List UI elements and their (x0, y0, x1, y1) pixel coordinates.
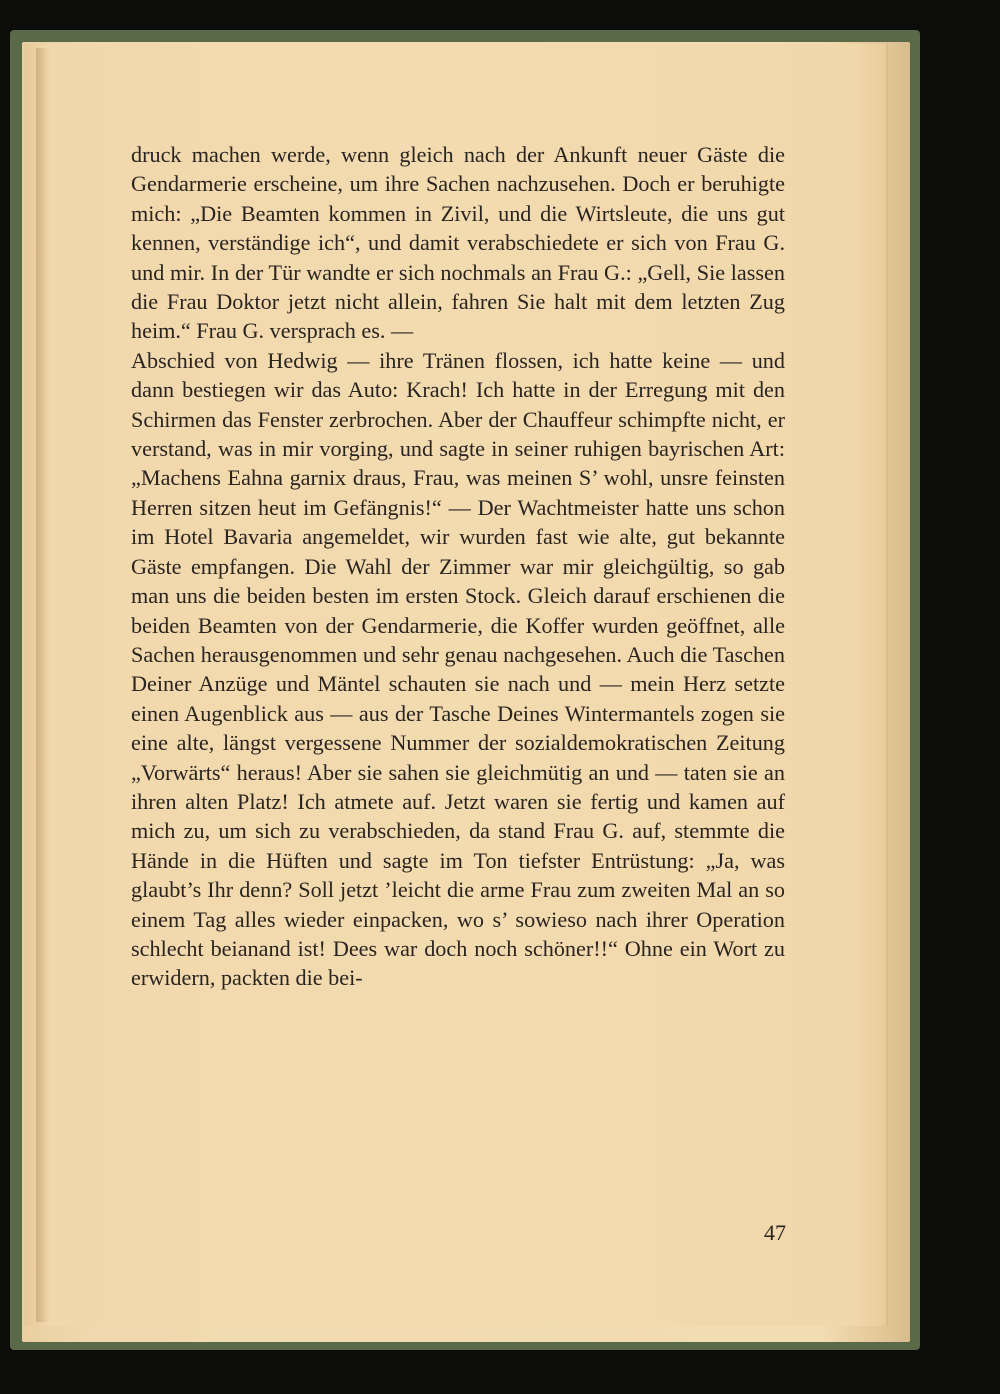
paragraph-1: druck machen werde, wenn gleich nach der Ankunft neuer Gäste die Gendarmerie erscheine, um ihre Sachen nachzusehen. Doch er beruhigte mich: „Die Beamten kommen in Zivil, und die Wirtsleute, die uns gut kennen, verständige ich“, und damit verabschiedete er sich von Frau G. und mir. In der Tür wandte er sich nochmals an Frau G.: „Gell, Sie lassen die Frau Doktor jetzt nicht allein, fahren Sie halt mit dem letzten Zug heim.“ Frau G. versprach es. — (131, 142, 785, 344)
body-text (131, 140, 785, 993)
page-gutter (36, 48, 50, 1322)
page-number: 47 (764, 1220, 786, 1245)
paragraph-2: Abschied von Hedwig — ihre Tränen flossen, ich hatte keine — und dann bestiegen wir das Auto: Krach! Ich hatte in der Erregung mit den Schirmen das Fenster zerbrochen. Aber der Chauffeur schimpfte nicht, er verstand, was in mir vorging, und sagte in seiner ruhigen bayrischen Art: „Machens Eahna garnix draus, Frau, was meinen S’ wohl, unsre feinsten Herren sitzen heut im Gefängnis!“ — Der Wachtmeister hatte uns schon im Hotel Bavaria angemeldet, wir wurden fast wie alte, gut bekannte Gäste empfangen. Die Wahl der Zimmer war mir gleichgültig, so gab man uns die beiden besten im ersten Stock. Gleich darauf erschienen die beiden Beamten von der Gendarmerie, die Koffer wurden geöffnet, alle Sachen herausgenommen und sehr genau nachgesehen. Auch die Taschen Deiner Anzüge und Mäntel schauten sie nach und — mein Herz setzte einen Augenblick aus — aus der Tasche Deines Wintermantels zogen sie eine alte, längst vergessene Nummer der sozialdemokratischen Zeitung „Vorwärts“ heraus! Aber sie sahen sie gleichmütig an und — taten sie an ihren alten Platz! Ich atmete auf. Jetzt waren sie fertig und kamen auf mich zu, um sich zu verabschieden, da stand Frau G. auf, stemmte die Hände in die Hüften und sagte im Ton tiefster Entrüstung: „Ja, was glaubt’s Ihr denn? Soll jetzt ’leicht die arme Frau zum zweiten Mal an so einem Tag alles wieder einpacken, wo s’ sowieso nach ihrer Operation schlecht beianand ist! Dees war doch noch schöner!!“ Ohne ein Wort zu erwidern, packten die bei- (131, 347, 785, 991)
